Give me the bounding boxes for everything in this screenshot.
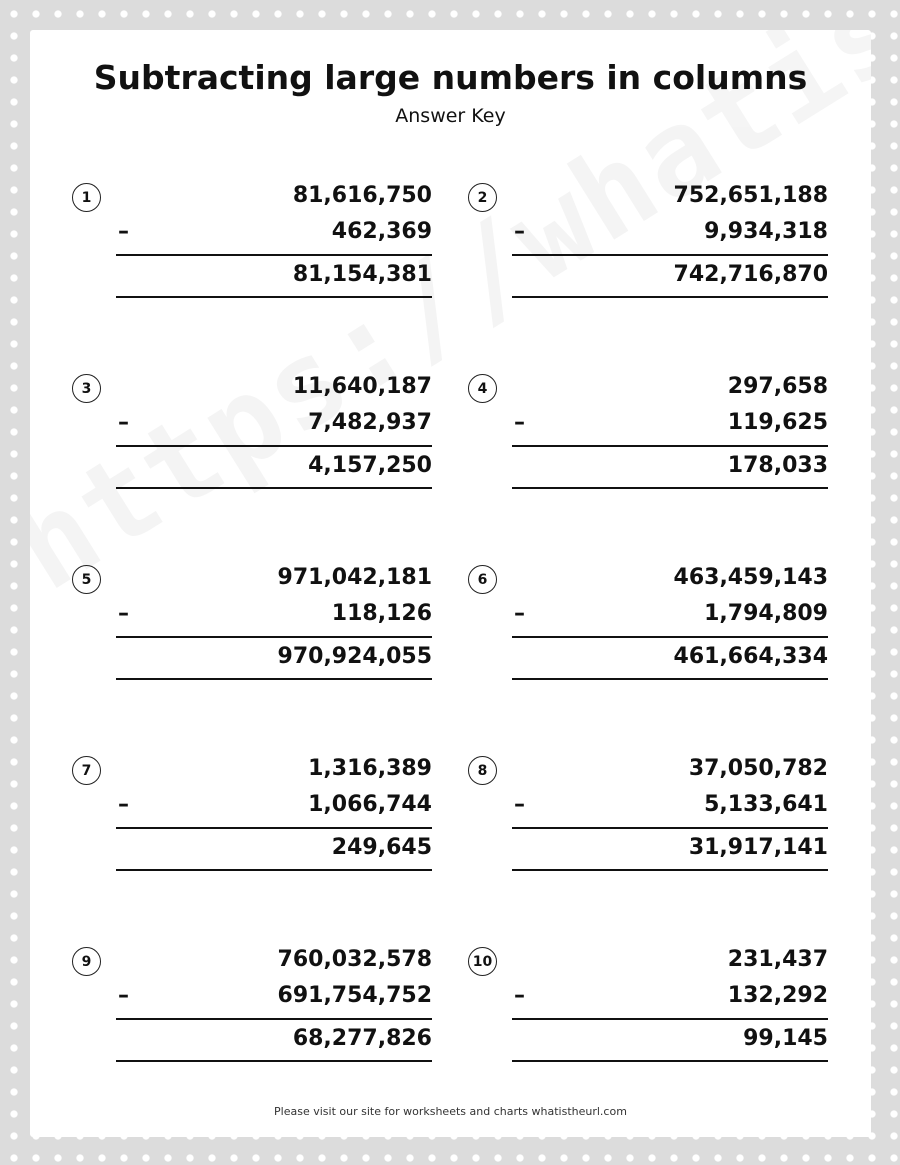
problem-number-badge: 3 (72, 374, 101, 403)
problem-number-badge: 10 (468, 947, 497, 976)
underline (116, 869, 432, 871)
minuend: 297,658 (727, 374, 828, 399)
footer-note: Please visit our site for worksheets and charts whatistheurl.com (274, 1105, 627, 1118)
divider-line (116, 1018, 432, 1020)
problem-2 (468, 183, 828, 308)
problem-number-badge: 7 (72, 756, 101, 785)
problem-number-badge: 9 (72, 947, 101, 976)
divider-line (512, 636, 828, 638)
difference: 249,645 (331, 835, 432, 860)
problem-number-badge: 6 (468, 565, 497, 594)
divider-line (512, 254, 828, 256)
minus-sign: – (514, 983, 525, 1008)
minuend: 971,042,181 (277, 565, 432, 590)
underline (116, 487, 432, 489)
minuend: 463,459,143 (673, 565, 828, 590)
minus-sign: – (118, 601, 129, 626)
subtrahend: 462,369 (331, 219, 432, 244)
problem-6 (468, 565, 828, 690)
problem-number-badge: 4 (468, 374, 497, 403)
page-title: Subtracting large numbers in columns (93, 58, 808, 97)
minus-sign: – (514, 792, 525, 817)
underline (512, 678, 828, 680)
underline (512, 296, 828, 298)
divider-line (512, 1018, 828, 1020)
divider-line (116, 445, 432, 447)
underline (116, 296, 432, 298)
minus-sign: – (514, 601, 525, 626)
minuend: 81,616,750 (292, 183, 432, 208)
minus-sign: – (514, 219, 525, 244)
divider-line (116, 827, 432, 829)
divider-line (116, 636, 432, 638)
subtrahend: 119,625 (727, 410, 828, 435)
worksheet-page (30, 30, 871, 1137)
minuend: 752,651,188 (673, 183, 828, 208)
problem-number-badge: 5 (72, 565, 101, 594)
minus-sign: – (514, 410, 525, 435)
problem-number-badge: 1 (72, 183, 101, 212)
subtrahend: 7,482,937 (308, 410, 432, 435)
underline (512, 487, 828, 489)
subtrahend: 691,754,752 (277, 983, 432, 1008)
subtrahend: 5,133,641 (704, 792, 828, 817)
problem-3 (72, 374, 432, 499)
minuend: 231,437 (727, 947, 828, 972)
divider-line (512, 827, 828, 829)
difference: 970,924,055 (277, 644, 432, 669)
difference: 461,664,334 (673, 644, 828, 669)
difference: 68,277,826 (292, 1026, 432, 1051)
problem-4 (468, 374, 828, 499)
minus-sign: – (118, 410, 129, 435)
difference: 31,917,141 (688, 835, 828, 860)
problem-5 (72, 565, 432, 690)
subtrahend: 1,066,744 (308, 792, 432, 817)
problem-9 (72, 947, 432, 1072)
underline (512, 1060, 828, 1062)
problem-1 (72, 183, 432, 308)
difference: 4,157,250 (308, 453, 432, 478)
divider-line (512, 445, 828, 447)
subtrahend: 118,126 (331, 601, 432, 626)
problem-10 (468, 947, 828, 1072)
underline (116, 678, 432, 680)
problem-number-badge: 8 (468, 756, 497, 785)
difference: 178,033 (727, 453, 828, 478)
minuend: 11,640,187 (292, 374, 432, 399)
underline (116, 1060, 432, 1062)
problem-7 (72, 756, 432, 881)
minuend: 760,032,578 (277, 947, 432, 972)
difference: 742,716,870 (673, 262, 828, 287)
problem-number-badge: 2 (468, 183, 497, 212)
minus-sign: – (118, 219, 129, 244)
underline (512, 869, 828, 871)
minus-sign: – (118, 792, 129, 817)
minuend: 1,316,389 (308, 756, 432, 781)
subtrahend: 132,292 (727, 983, 828, 1008)
difference: 99,145 (743, 1026, 828, 1051)
page-subtitle: Answer Key (395, 105, 506, 127)
divider-line (116, 254, 432, 256)
minuend: 37,050,782 (688, 756, 828, 781)
problem-8 (468, 756, 828, 881)
difference: 81,154,381 (292, 262, 432, 287)
subtrahend: 1,794,809 (704, 601, 828, 626)
subtrahend: 9,934,318 (704, 219, 828, 244)
minus-sign: – (118, 983, 129, 1008)
